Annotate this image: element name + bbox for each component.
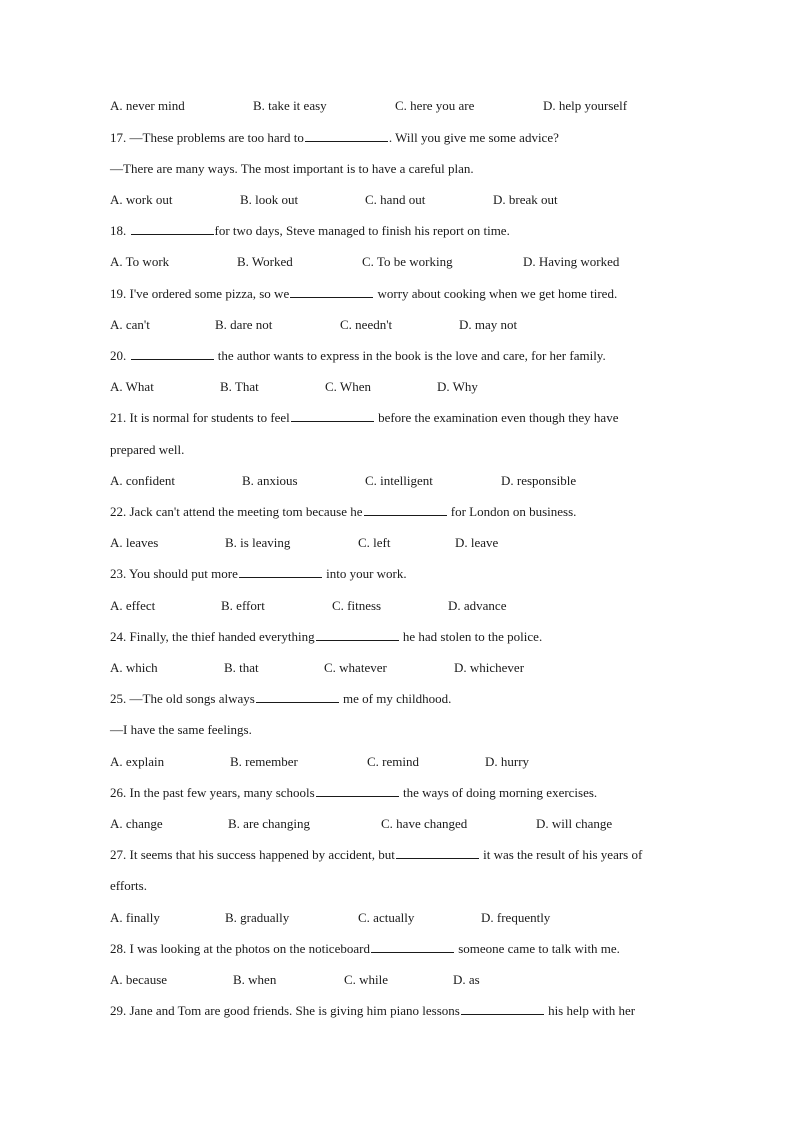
q28-stem: 28. I was looking at the photos on the noticeboard someone came to talk with me. bbox=[110, 941, 620, 956]
option-a: A. confident bbox=[110, 473, 175, 488]
answer-blank bbox=[305, 130, 388, 142]
option-b: B. look out bbox=[240, 192, 299, 207]
option-a: A. never mind bbox=[110, 98, 185, 113]
answer-blank bbox=[131, 348, 214, 360]
answer-blank bbox=[291, 410, 374, 422]
q25-reply: —I have the same feelings. bbox=[110, 722, 252, 737]
answer-blank bbox=[371, 941, 454, 953]
answer-blank bbox=[396, 847, 479, 859]
option-a: A. which bbox=[110, 660, 158, 675]
option-d: D. leave bbox=[455, 535, 499, 550]
option-c: C. needn't bbox=[340, 317, 393, 332]
option-d: D. hurry bbox=[485, 754, 530, 769]
option-c: C. When bbox=[325, 379, 371, 394]
option-b: B. take it easy bbox=[253, 98, 327, 113]
option-c: C. here you are bbox=[395, 98, 475, 113]
option-d: D. as bbox=[453, 972, 480, 987]
option-b: B. that bbox=[224, 660, 259, 675]
q26-stem: 26. In the past few years, many schools the ways of doing morning exercises. bbox=[110, 785, 598, 800]
answer-blank bbox=[461, 1003, 544, 1015]
option-a: A. What bbox=[110, 379, 154, 394]
q25-stem: 25. —The old songs always me of my childhood. bbox=[110, 691, 452, 706]
option-c: C. remind bbox=[367, 754, 419, 769]
option-a: A. change bbox=[110, 816, 163, 831]
option-b: B. effort bbox=[221, 598, 265, 613]
q18-stem: 18. for two days, Steve managed to finish his report on time. bbox=[110, 223, 510, 238]
option-c: C. hand out bbox=[365, 192, 426, 207]
option-c: C. have changed bbox=[381, 816, 468, 831]
q29-stem: 29. Jane and Tom are good friends. She is giving him piano lessons his help with her bbox=[110, 1003, 636, 1018]
option-c: C. left bbox=[358, 535, 391, 550]
option-a: A. effect bbox=[110, 598, 156, 613]
answer-blank bbox=[239, 566, 322, 578]
q21-stem-continued: prepared well. bbox=[110, 442, 185, 457]
answer-blank bbox=[290, 286, 373, 298]
q24-stem: 24. Finally, the thief handed everything he had stolen to the police. bbox=[110, 629, 543, 644]
option-a: A. leaves bbox=[110, 535, 159, 550]
option-d: D. frequently bbox=[481, 910, 551, 925]
q21-stem: 21. It is normal for students to feel before the examination even though they have bbox=[110, 410, 619, 425]
option-d: D. break out bbox=[493, 192, 558, 207]
option-a: A. finally bbox=[110, 910, 160, 925]
option-b: B. That bbox=[220, 379, 259, 394]
option-a: A. can't bbox=[110, 317, 150, 332]
option-d: D. Having worked bbox=[523, 254, 620, 269]
answer-blank bbox=[364, 504, 447, 516]
option-d: D. may not bbox=[459, 317, 518, 332]
answer-blank bbox=[316, 629, 399, 641]
option-d: D. advance bbox=[448, 598, 507, 613]
option-c: C. whatever bbox=[324, 660, 387, 675]
q27-stem: 27. It seems that his success happened by accident, but it was the result of his years of bbox=[110, 847, 643, 862]
q17-reply: —There are many ways. The most important is to have a careful plan. bbox=[110, 161, 474, 176]
option-b: B. Worked bbox=[237, 254, 293, 269]
option-d: D. help yourself bbox=[543, 98, 628, 113]
option-a: A. explain bbox=[110, 754, 165, 769]
option-c: C. while bbox=[344, 972, 389, 987]
q19-stem: 19. I've ordered some pizza, so we worry about cooking when we get home tired. bbox=[110, 286, 618, 301]
q17-stem: 17. —These problems are too hard to . Will you give me some advice? bbox=[110, 130, 559, 145]
option-c: C. actually bbox=[358, 910, 415, 925]
option-c: C. fitness bbox=[332, 598, 382, 613]
answer-blank bbox=[256, 691, 339, 703]
q20-stem: 20. the author wants to express in the book is the love and care, for her family. bbox=[110, 348, 606, 363]
option-d: D. responsible bbox=[501, 473, 577, 488]
option-d: D. will change bbox=[536, 816, 613, 831]
answer-blank bbox=[131, 223, 214, 235]
option-a: A. To work bbox=[110, 254, 170, 269]
option-d: D. Why bbox=[437, 379, 478, 394]
q27-stem-continued: efforts. bbox=[110, 878, 147, 893]
option-b: B. are changing bbox=[228, 816, 310, 831]
option-a: A. work out bbox=[110, 192, 173, 207]
q22-stem: 22. Jack can't attend the meeting tom because he for London on business. bbox=[110, 504, 577, 519]
option-b: B. dare not bbox=[215, 317, 273, 332]
option-b: B. gradually bbox=[225, 910, 290, 925]
option-b: B. anxious bbox=[242, 473, 298, 488]
q23-stem: 23. You should put more into your work. bbox=[110, 566, 407, 581]
option-b: B. is leaving bbox=[225, 535, 291, 550]
option-b: B. when bbox=[233, 972, 277, 987]
option-b: B. remember bbox=[230, 754, 298, 769]
option-a: A. because bbox=[110, 972, 168, 987]
option-c: C. intelligent bbox=[365, 473, 433, 488]
option-c: C. To be working bbox=[362, 254, 453, 269]
answer-blank bbox=[316, 785, 399, 797]
option-d: D. whichever bbox=[454, 660, 525, 675]
